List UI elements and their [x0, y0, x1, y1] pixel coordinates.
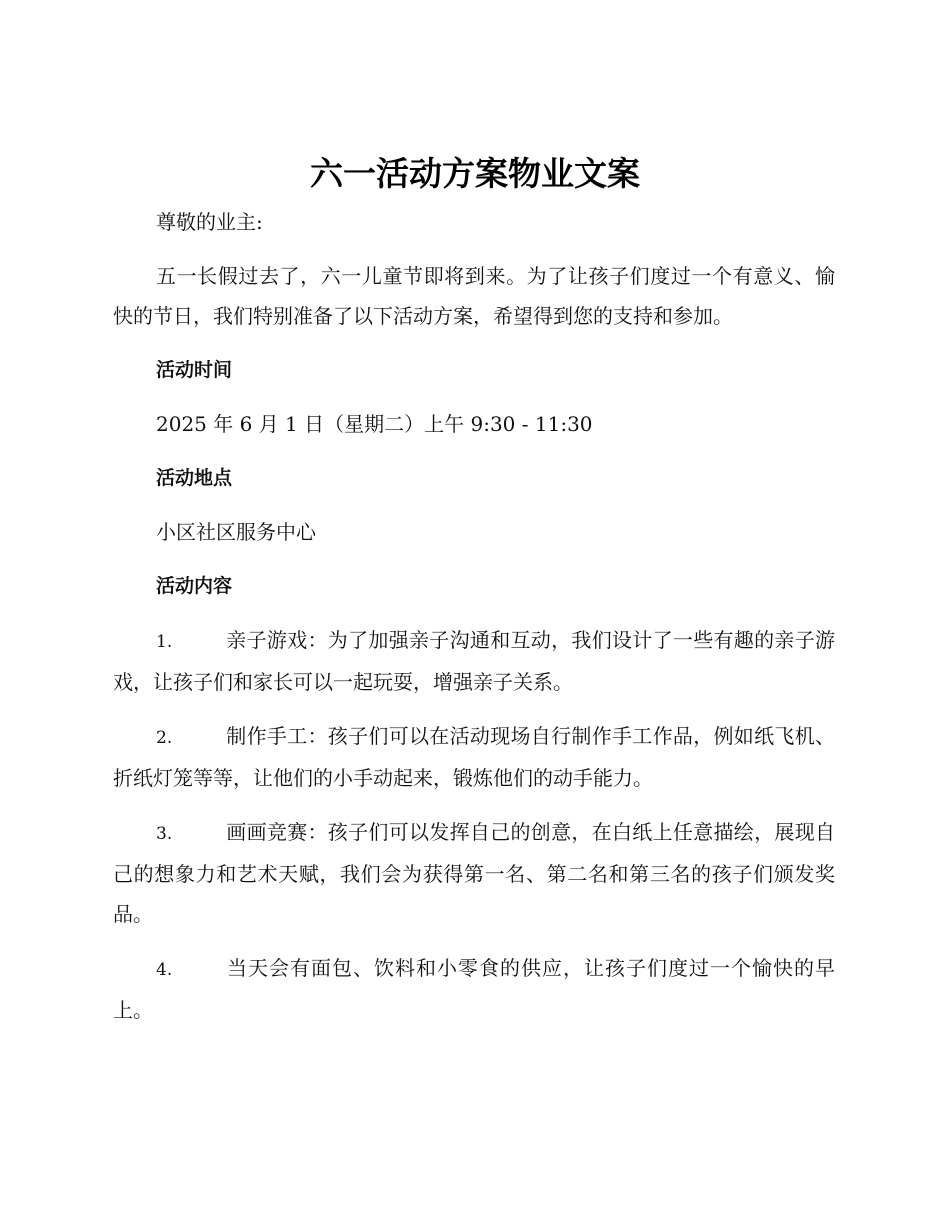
list-item — [113, 948, 835, 1030]
list-item-text: 制作手工：孩子们可以在活动现场自行制作手工作品，例如纸飞机、折纸灯笼等等，让他们的小手动起来，锻炼他们的动手能力。 — [113, 724, 835, 790]
section-heading-location: 活动地点 — [156, 467, 233, 489]
document-title: 六一活动方案物业文案 — [310, 154, 640, 193]
list-item — [113, 620, 835, 702]
salutation: 尊敬的业主: — [156, 210, 263, 234]
list-item — [113, 716, 835, 798]
list-item-text: 当天会有面包、饮料和小零食的供应，让孩子们度过一个愉快的早上。 — [113, 956, 835, 1022]
list-item-number: 3. — [156, 824, 173, 844]
document-body — [113, 202, 835, 1044]
list-item — [113, 812, 835, 934]
list-item-number: 1. — [156, 632, 173, 652]
intro-paragraph: 五一长假过去了，六一儿童节即将到来。为了让孩子们度过一个有意义、愉快的节日，我们特别准备了以下活动方案，希望得到您的支持和参加。 — [113, 264, 835, 328]
list-item-text: 亲子游戏：为了加强亲子沟通和互动，我们设计了一些有趣的亲子游戏，让孩子们和家长可以一起玩耍，增强亲子关系。 — [113, 628, 835, 694]
section-heading-content: 活动内容 — [156, 575, 233, 597]
section-text-location: 小区社区服务中心 — [156, 520, 316, 544]
list-item-number: 4. — [156, 960, 173, 980]
section-text-time: 2025 年 6 月 1 日（星期二）上午 9:30 - 11:30 — [156, 412, 593, 436]
list-item-text: 画画竞赛：孩子们可以发挥自己的创意，在白纸上任意描绘，展现自己的想象力和艺术天赋，我们会为获得第一名、第二名和第三名的孩子们颁发奖品。 — [113, 820, 835, 926]
list-item-number: 2. — [156, 728, 173, 748]
section-heading-time: 活动时间 — [156, 359, 233, 381]
